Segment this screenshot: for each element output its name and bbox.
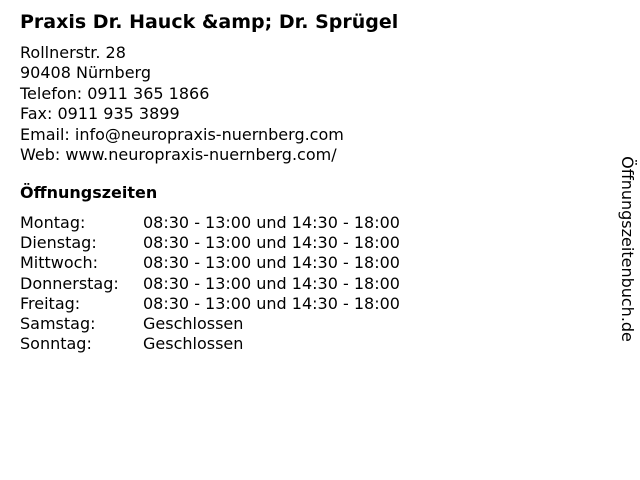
day-label: Mittwoch:: [20, 253, 98, 273]
hours-row-friday: [20, 294, 400, 314]
hours-value: 08:30 - 13:00 und 14:30 - 18:00: [143, 273, 400, 293]
hours-value: 08:30 - 13:00 und 14:30 - 18:00: [143, 293, 400, 313]
practice-title: Praxis Dr. Hauck &amp; Dr. Sprügel: [20, 11, 399, 33]
website-address: Web: www.neuropraxis-nuernberg.com/: [20, 145, 337, 165]
day-label: Samstag:: [20, 314, 96, 334]
hours-value: Geschlossen: [143, 314, 244, 334]
day-label: Freitag:: [20, 293, 81, 313]
opening-hours-table: [20, 213, 400, 354]
hours-value: Geschlossen: [143, 334, 244, 354]
fax-number: Fax: 0911 935 3899: [20, 104, 180, 124]
opening-hours-heading: Öffnungszeiten: [20, 183, 158, 202]
hours-row-tuesday: [20, 233, 400, 253]
hours-row-sunday: [20, 334, 400, 354]
day-label: Donnerstag:: [20, 273, 119, 293]
day-label: Montag:: [20, 213, 86, 232]
contact-info: [20, 43, 344, 165]
hours-row-wednesday: [20, 253, 400, 273]
day-label: Dienstag:: [20, 233, 97, 253]
hours-row-thursday: [20, 274, 400, 294]
phone-number: Telefon: 0911 365 1866: [20, 83, 210, 103]
brand-watermark: Öffnungszeitenbuch.de: [618, 156, 637, 342]
hours-row-monday: [20, 213, 400, 233]
hours-row-saturday: [20, 314, 400, 334]
email-address: Email: info@neuropraxis-nuernberg.com: [20, 124, 344, 144]
hours-value: 08:30 - 13:00 und 14:30 - 18:00: [143, 233, 400, 253]
hours-value: 08:30 - 13:00 und 14:30 - 18:00: [143, 253, 400, 273]
postal-city: 90408 Nürnberg: [20, 63, 151, 83]
day-label: Sonntag:: [20, 334, 92, 354]
hours-value: 08:30 - 13:00 und 14:30 - 18:00: [143, 213, 400, 232]
street-address: Rollnerstr. 28: [20, 43, 126, 62]
